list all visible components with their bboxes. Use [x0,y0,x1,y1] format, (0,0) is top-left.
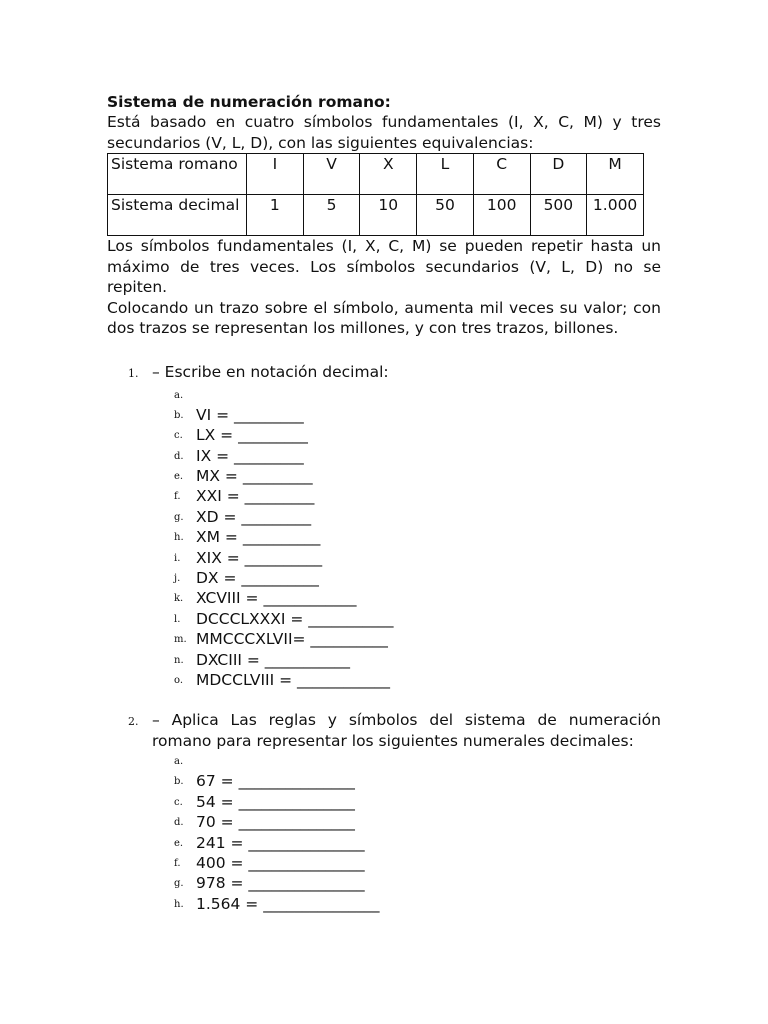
table-cell: 5 [303,195,360,236]
item-letter: b. [174,776,184,788]
item-text: VI = _________ [196,405,304,424]
table-cell: 500 [530,195,587,236]
exercise-instruction: – Escribe en notación decimal: [152,363,389,381]
item-letter: d. [174,817,184,829]
item-letter: h. [174,532,184,544]
table-cell: D [530,154,587,195]
table-row-decimal [108,195,644,236]
exercise-1-list [128,385,661,691]
item-text: DXCIII = ___________ [196,650,351,669]
list-item [174,486,661,506]
item-text: IX = _________ [196,446,304,465]
item-letter: o. [174,674,184,686]
table-cell: 10 [360,195,417,236]
item-letter: g. [174,511,184,523]
table-cell: L [417,154,474,195]
item-letter: f. [174,491,181,503]
list-item [174,894,661,914]
item-letter: l. [174,613,181,625]
item-letter: c. [174,430,183,442]
item-letter: b. [174,409,184,421]
item-letter: n. [174,654,184,666]
item-letter: g. [174,878,184,890]
table-cell: 50 [417,195,474,236]
item-text: XCVIII = ____________ [196,589,357,608]
exercise-1-heading [128,362,661,385]
item-text: 400 = _______________ [196,853,365,872]
equivalence-table [107,153,644,236]
table-cell: 1 [247,195,304,236]
document-body [107,92,661,339]
item-letter: a. [174,756,184,767]
intro-paragraph: Está basado en cuatro símbolos fundamentales (I, X, C, M) y tres secundarios (V, L, D), con las siguientes equivalencias: [107,113,661,152]
list-item [174,527,661,547]
row-label-decimal: Sistema decimal [108,195,247,236]
item-letter: e. [174,471,184,483]
item-text: XXI = _________ [196,487,315,506]
item-text: MDCCLVIII = ____________ [196,670,391,689]
list-item [174,385,661,405]
list-item [174,588,661,608]
list-item [174,670,661,690]
table-cell: I [247,154,304,195]
table-cell: 100 [473,195,530,236]
item-letter: c. [174,796,183,808]
item-letter: a. [174,389,184,401]
item-letter: k. [174,593,184,605]
list-item [174,650,661,670]
exercise-number: 1. [128,367,139,380]
trazo-rule-paragraph: Colocando un trazo sobre el símbolo, aumenta mil veces su valor; con dos trazos se representan los millones, y con tres trazos, billones. [107,298,661,337]
item-letter: i. [174,552,181,564]
list-item [174,629,661,649]
table-row-roman [108,154,644,195]
list-item [174,792,661,812]
exercise-number: 2. [128,715,139,728]
item-text: MX = _________ [196,467,313,486]
exercise-2-list [128,751,661,914]
list-item [174,466,661,486]
item-text: 54 = _______________ [196,792,355,811]
item-text: LX = _________ [196,426,308,445]
page-title: Sistema de numeración romano: [107,93,391,111]
item-text: 1.564 = _______________ [196,894,380,913]
item-letter: d. [174,450,184,462]
exercise-1 [128,362,661,690]
list-item [174,405,661,425]
item-text: DCCCLXXXI = ___________ [196,609,394,628]
item-letter: h. [174,898,184,910]
item-letter: f. [174,857,181,869]
list-item [174,548,661,568]
item-letter: e. [174,837,184,849]
list-item [174,609,661,629]
exercise-2 [128,710,661,914]
item-text: XM = __________ [196,528,321,547]
item-text: 67 = _______________ [196,772,355,791]
table-cell: 1.000 [587,195,644,236]
list-item [174,425,661,445]
item-text: 241 = _______________ [196,833,365,852]
list-item [174,812,661,832]
list-item [174,853,661,873]
list-item [174,507,661,527]
item-text: MMCCCXLVII= __________ [196,630,388,649]
table-cell: X [360,154,417,195]
item-letter: j. [174,573,181,585]
repeat-rule-paragraph: Los símbolos fundamentales (I, X, C, M) se pueden repetir hasta un máximo de tres veces. Los símbolos secundarios (V, L, D) no se repiten. [107,237,661,296]
list-item [174,751,661,771]
table-cell: C [473,154,530,195]
table-cell: M [587,154,644,195]
row-label-roman: Sistema romano [108,154,247,195]
list-item [174,833,661,853]
list-item [174,446,661,466]
exercise-instruction: – Aplica Las reglas y símbolos del sistema de numeración romano para representar los siguientes numerales decimales: [152,711,661,750]
list-item [174,873,661,893]
list-item [174,771,661,791]
table-cell: V [303,154,360,195]
item-text: DX = __________ [196,569,319,588]
item-text: XD = _________ [196,507,312,526]
item-text: XIX = __________ [196,548,323,567]
item-text: 70 = _______________ [196,813,355,832]
item-letter: m. [174,634,187,646]
list-item [174,568,661,588]
item-text: 978 = _______________ [196,874,365,893]
exercise-2-heading [128,710,661,751]
